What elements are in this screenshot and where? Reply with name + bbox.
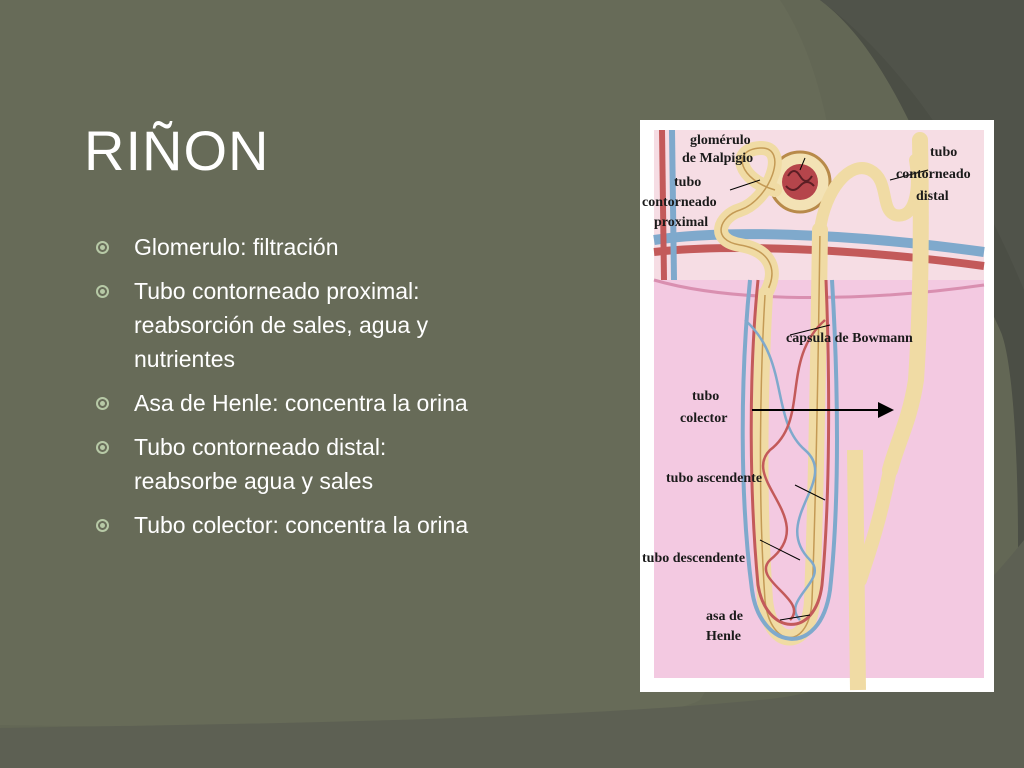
label-ascendente: tubo ascendente: [666, 471, 763, 486]
circle-bullet-icon: [96, 241, 109, 254]
label-proximal-1: tubo: [674, 175, 702, 190]
label-glomerulo-1: glomérulo: [690, 133, 751, 148]
label-asa-2: Henle: [706, 629, 741, 644]
label-asa-1: asa de: [706, 609, 743, 624]
label-distal-2: contorneado: [896, 167, 971, 182]
label-distal-3: distal: [916, 189, 949, 204]
bullet-text: Asa de Henle: concentra la orina: [134, 390, 468, 416]
bullet-text: Tubo contorneado proximal: reabsorción de sales, agua y nutrientes: [134, 278, 429, 372]
label-colector-2: colector: [680, 411, 728, 426]
circle-bullet-icon: [96, 441, 109, 454]
slide-title: RIÑON: [84, 119, 270, 182]
nephron-diagram: [640, 120, 994, 692]
label-colector-1: tubo: [692, 389, 720, 404]
bullet-text: Tubo contorneado distal: reabsorbe agua y sales: [134, 434, 387, 494]
bullet-list: [96, 230, 496, 552]
label-descendente: tubo descendente: [642, 551, 746, 566]
bullet-text: Glomerulo: filtración: [134, 234, 339, 260]
bullet-text: Tubo colector: concentra la orina: [134, 512, 469, 538]
label-capsula: capsula de Bowmann: [786, 331, 913, 346]
label-proximal-2: contorneado: [642, 195, 717, 210]
bullet-item-distal: [96, 430, 496, 498]
circle-bullet-icon: [96, 285, 109, 298]
bullet-item-henle: [96, 386, 496, 420]
nephron-drawing: [640, 120, 994, 692]
label-distal-1: tubo: [930, 145, 958, 160]
bullet-item-proximal: [96, 274, 496, 376]
label-glomerulo-2: de Malpigio: [682, 151, 754, 166]
circle-bullet-icon: [96, 519, 109, 532]
bullet-item-colector: [96, 508, 496, 542]
bullet-item-glomerulo: [96, 230, 496, 264]
circle-bullet-icon: [96, 397, 109, 410]
label-proximal-3: proximal: [654, 215, 709, 230]
